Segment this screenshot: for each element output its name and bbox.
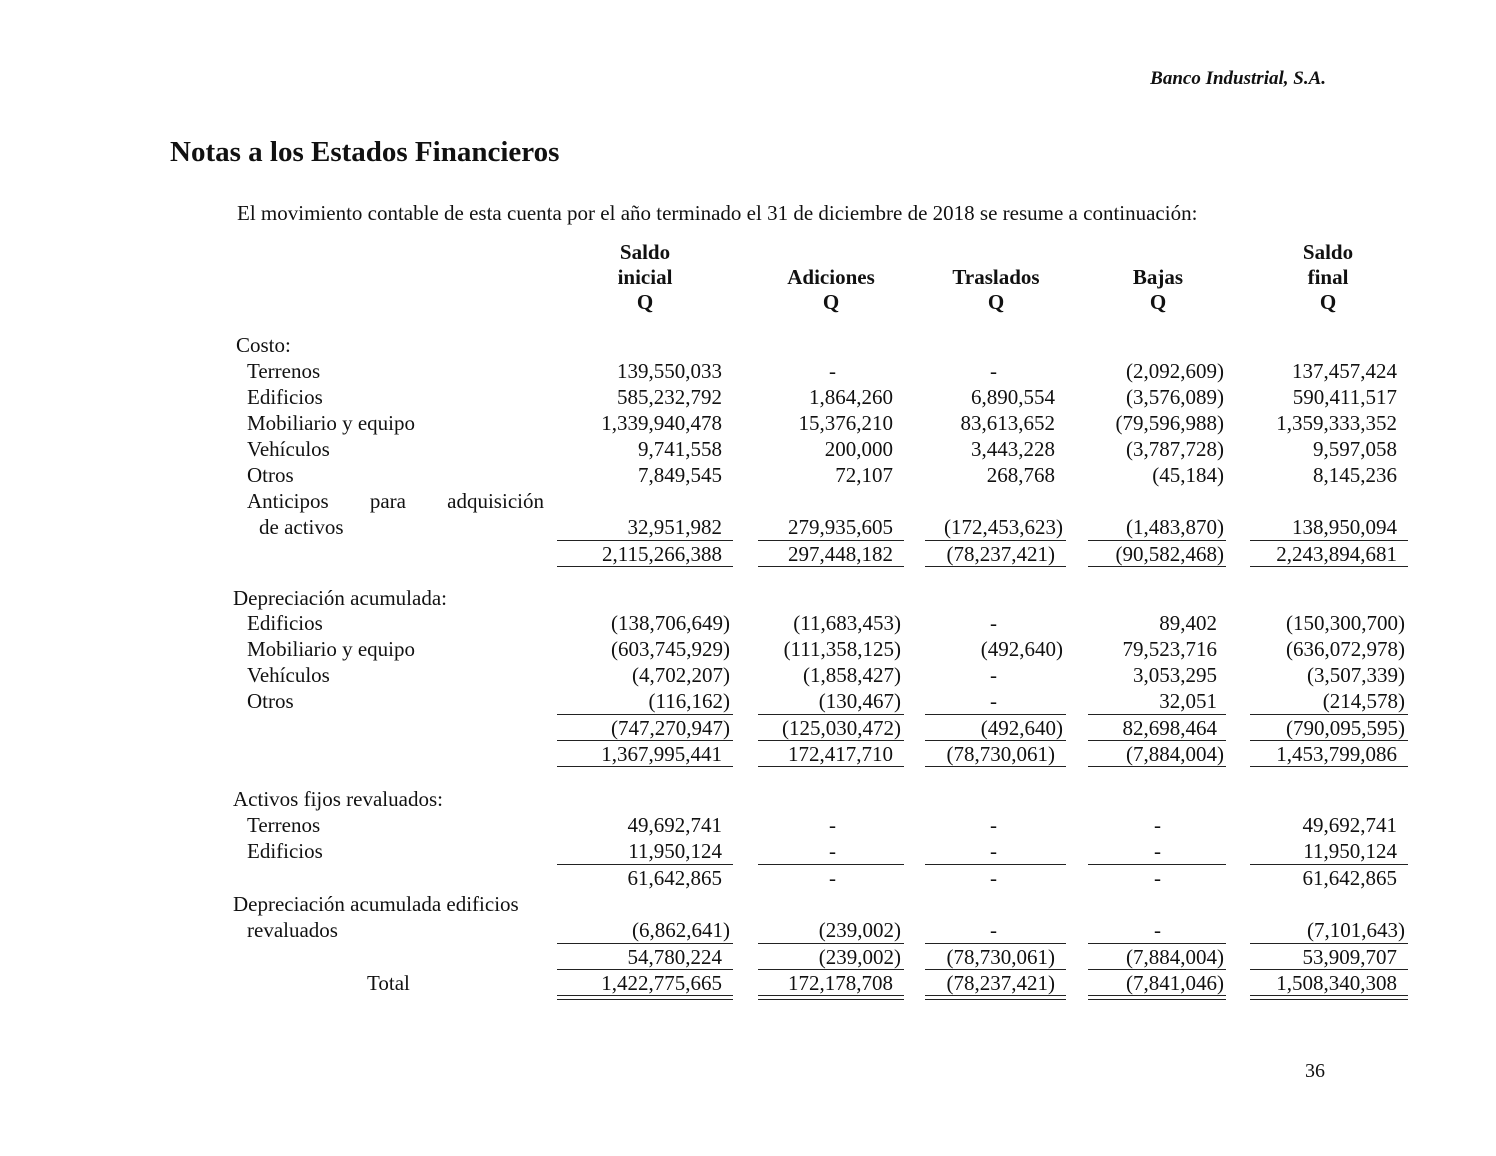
table-row: de activos 32,951,982 279,935,605 (172,453,623) (1,483,870) 138,950,094 [259, 515, 1397, 539]
net-row-depreciacion: 1,367,995,441 172,417,710 (78,730,061) (7,884,004) 1,453,799,086 [601, 742, 1397, 766]
table-row: Edificios 585,232,792 1,864,260 6,890,554 (3,576,089) 590,411,517 [247, 385, 1397, 409]
table-row: Otros 7,849,545 72,107 268,768 (45,184) 8,145,236 [247, 463, 1397, 487]
column-header-saldo-inicial: Saldo inicial Q [617, 240, 673, 314]
page-number: 36 [1305, 1060, 1325, 1082]
column-header-bajas: Bajas Q [1132, 265, 1184, 314]
table-row: revaluados (6,862,641) (239,002) - - (7,101,643) [247, 918, 1405, 942]
subtotal-row-revaluados: 61,642,865 - - - 61,642,865 [627, 866, 1397, 890]
table-row: Edificios 11,950,124 - - - 11,950,124 [247, 839, 1397, 863]
section-heading-dep-revaluados: Depreciación acumulada edificios [233, 892, 519, 916]
table-row: Terrenos 49,692,741 - - - 49,692,741 [247, 813, 1397, 837]
subtotal-row-dep-revaluados: 54,780,224 (239,002) (78,730,061) (7,884,004) 53,909,707 [627, 945, 1397, 969]
table-row: Mobiliario y equipo (603,745,929) (111,358,125) (492,640) 79,523,716 (636,072,978) [247, 637, 1405, 661]
table-row: Vehículos 9,741,558 200,000 3,443,228 (3,787,728) 9,597,058 [247, 437, 1397, 461]
subtotal-row-depreciacion: (747,270,947) (125,030,472) (492,640) 82,698,464 (790,095,595) [611, 716, 1405, 740]
table-row: Otros (116,162) (130,467) - 32,051 (214,578) [247, 689, 1405, 713]
table-row: Mobiliario y equipo 1,339,940,478 15,376,210 83,613,652 (79,596,988) 1,359,333,352 [247, 411, 1397, 435]
company-name: Banco Industrial, S.A. [1150, 68, 1326, 89]
column-header-saldo-final: Saldo final Q [1302, 240, 1354, 314]
table-row: Edificios (138,706,649) (11,683,453) - 89,402 (150,300,700) [247, 611, 1405, 635]
total-row: Total 1,422,775,665 172,178,708 (78,237,421) (7,841,046) 1,508,340,308 [367, 971, 1397, 995]
page-title: Notas a los Estados Financieros [170, 136, 560, 168]
column-header-traslados: Traslados Q [952, 265, 1040, 314]
table-row: Terrenos 139,550,033 - - (2,092,609) 137,457,424 [247, 359, 1397, 383]
section-heading-costo: Costo: [236, 333, 291, 357]
section-heading-revaluados: Activos fijos revaluados: [233, 787, 443, 811]
table-row-anticipos-label: Anticipos para adquisición [247, 489, 544, 513]
table-row: Vehículos (4,702,207) (1,858,427) - 3,053,295 (3,507,339) [247, 663, 1405, 687]
column-header-adiciones: Adiciones Q [787, 265, 875, 314]
subtotal-row-costo: 2,115,266,388 297,448,182 (78,237,421) (90,582,468) 2,243,894,681 [602, 542, 1397, 566]
intro-paragraph: El movimiento contable de esta cuenta por el año terminado el 31 de diciembre de 2018 se resume a continuación: [237, 201, 1198, 225]
section-heading-depreciacion: Depreciación acumulada: [233, 586, 447, 610]
